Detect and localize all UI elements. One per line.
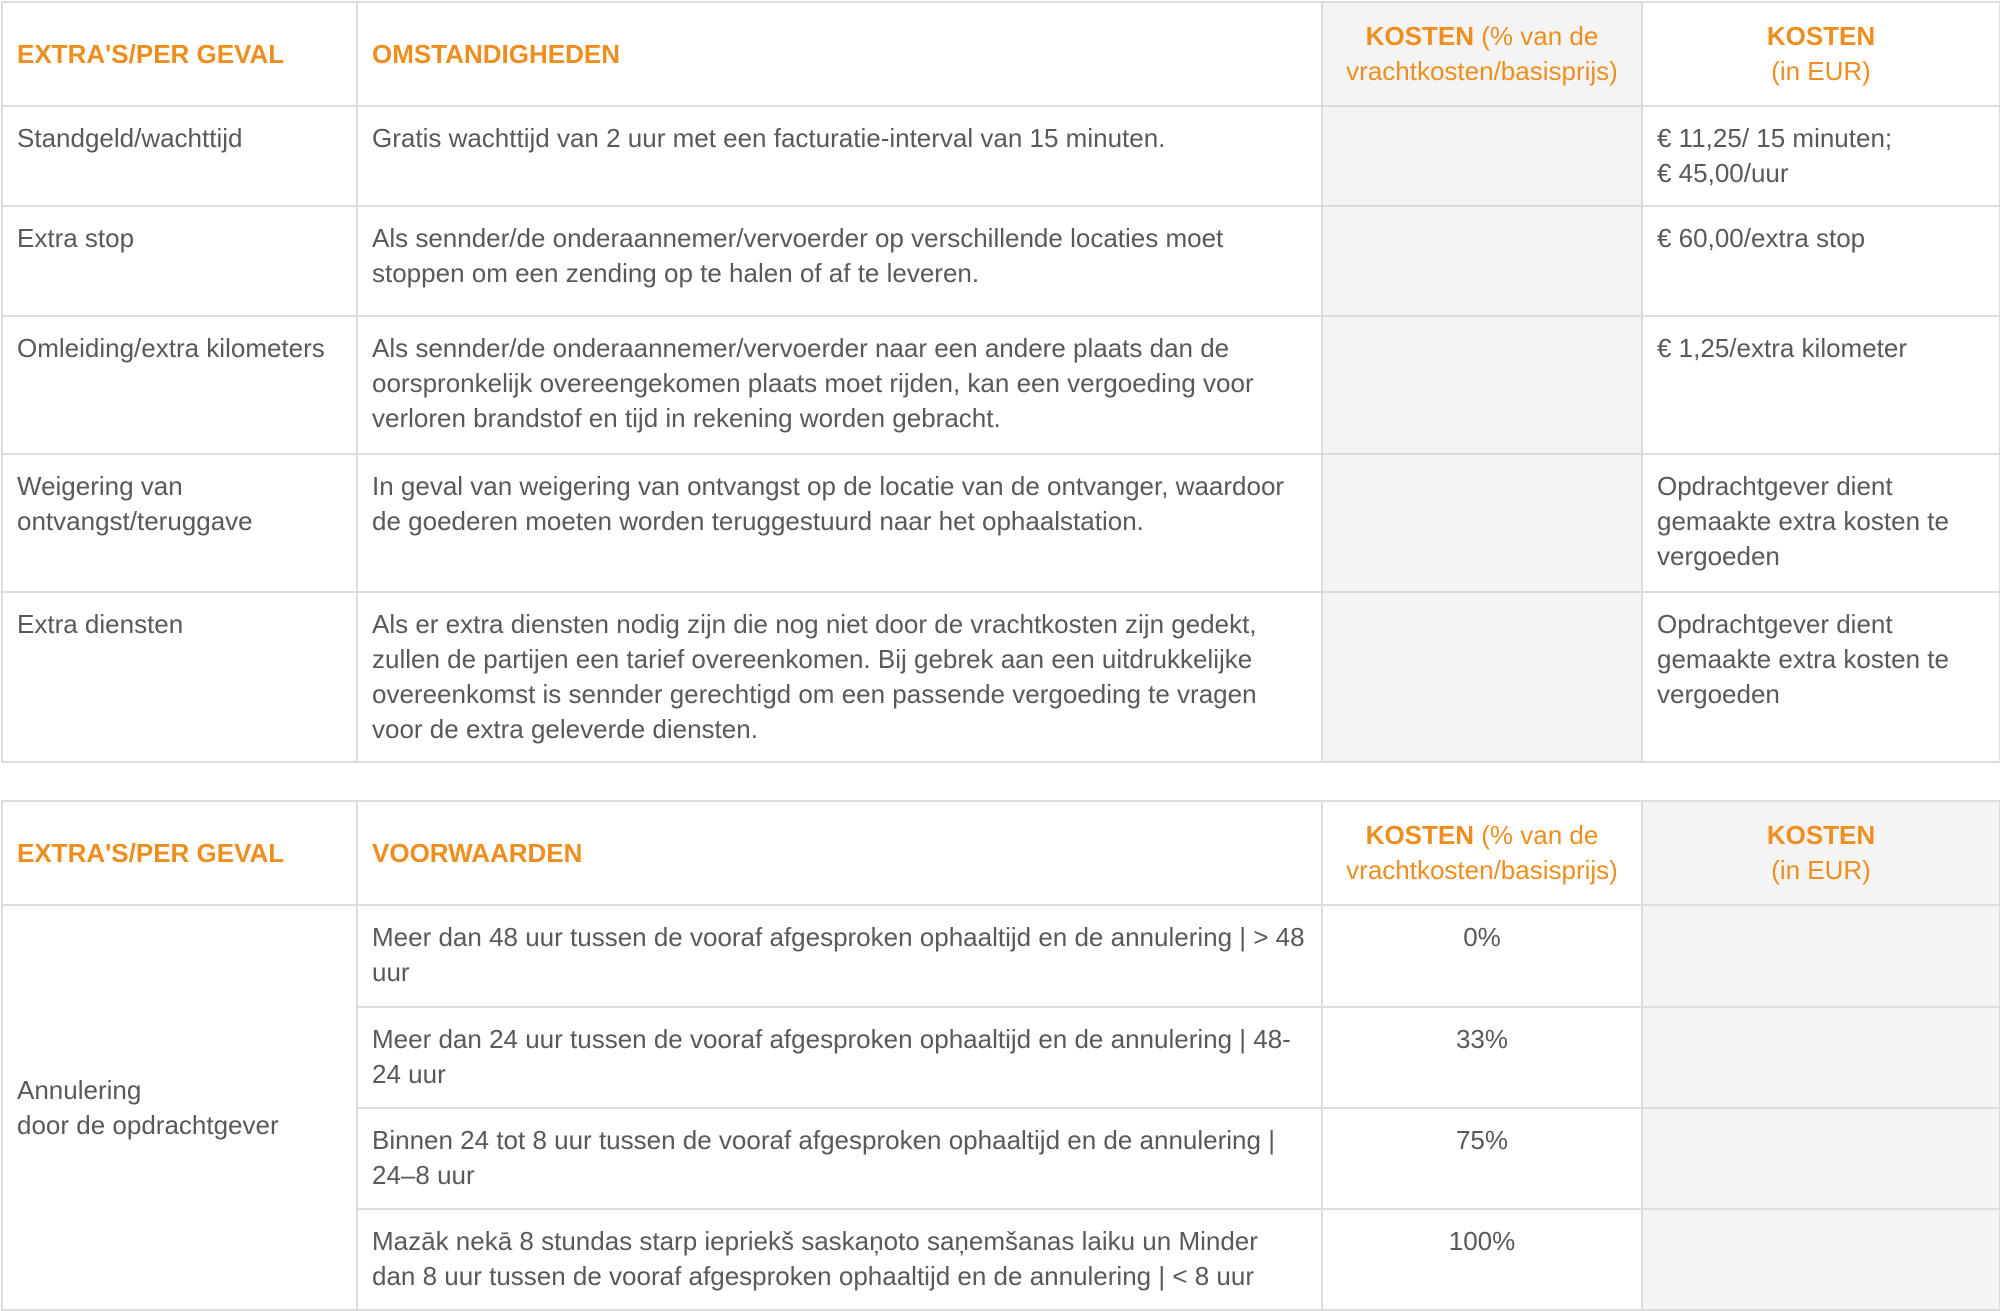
header-cost-percent xyxy=(1322,801,1642,905)
cell-cost-eur xyxy=(1642,1007,2000,1108)
cell-cost-percent xyxy=(1322,454,1642,592)
cell-cost-eur xyxy=(1642,206,2000,316)
cell-condition: Mazāk nekā 8 stundas starp iepriekš saskaņoto saņemšanas laiku un Minder dan 8 uur tussen de vooraf afgesproken ophaaltijd en de annulering | < 8 uur xyxy=(357,1209,1322,1310)
table-header-row xyxy=(2,801,2000,905)
cell-cost-eur-line-b: € 45,00/uur xyxy=(1657,158,1789,188)
header-cost-percent-note-a: (% van de xyxy=(1474,21,1599,51)
cell-cost-percent xyxy=(1322,592,1642,762)
header-cost-percent-note-b: vrachtkosten/basisprijs) xyxy=(1346,56,1618,86)
table-row xyxy=(2,316,2000,454)
cell-cost-percent: 33% xyxy=(1322,1007,1642,1108)
cell-cost-percent: 75% xyxy=(1322,1108,1642,1209)
cell-cost-percent: 0% xyxy=(1322,905,1642,1007)
cell-circumstances: Gratis wachttijd van 2 uur met een facturatie-interval van 15 minuten. xyxy=(357,106,1322,206)
cell-condition: Meer dan 48 uur tussen de vooraf afgesproken ophaaltijd en de annulering | > 48 uur xyxy=(357,905,1322,1007)
cell-cost-eur xyxy=(1642,106,2000,206)
header-cost-percent-bold: KOSTEN xyxy=(1365,21,1475,51)
cell-condition: Meer dan 24 uur tussen de vooraf afgesproken ophaaltijd en de annulering | 48-24 uur xyxy=(357,1007,1322,1108)
cell-extra-line-a: Weigering van xyxy=(17,471,183,501)
table-row xyxy=(2,592,2000,762)
cell-cost-eur xyxy=(1642,905,2000,1007)
cell-circumstances: Als sennder/de onderaannemer/vervoerder naar een andere plaats dan de oorspronkelijk overeengekomen plaats moet rijden, kan een vergoeding voor verloren brandstof en tijd in rekening worden gebracht. xyxy=(357,316,1322,454)
cancellation-costs-table xyxy=(1,800,2000,1311)
cell-circumstances: In geval van weigering van ontvangst op de locatie van de ontvanger, waardoor de goederen moeten worden teruggestuurd naar het ophaalstation. xyxy=(357,454,1322,592)
cell-cost-percent xyxy=(1322,206,1642,316)
table-row xyxy=(2,206,2000,316)
table-row xyxy=(2,454,2000,592)
header-cost-eur-bold: KOSTEN xyxy=(1766,21,1876,51)
header-cost-percent xyxy=(1322,2,1642,106)
cell-cost-eur xyxy=(1642,1108,2000,1209)
cell-extra: Extra stop xyxy=(2,206,357,316)
header-cost-percent-note-b: vrachtkosten/basisprijs) xyxy=(1346,855,1618,885)
table-row xyxy=(2,905,2000,1007)
header-extras: EXTRA'S/PER GEVAL xyxy=(2,2,357,106)
cell-extra-cancellation xyxy=(2,905,357,1310)
cell-condition: Binnen 24 tot 8 uur tussen de vooraf afgesproken ophaaltijd en de annulering | 24–8 uur xyxy=(357,1108,1322,1209)
table-header-row xyxy=(2,2,2000,106)
header-cost-eur-bold: KOSTEN xyxy=(1766,820,1876,850)
cell-cost-percent xyxy=(1322,106,1642,206)
header-cost-percent-note-a: (% van de xyxy=(1474,820,1599,850)
cell-extra: Omleiding/extra kilometers xyxy=(2,316,357,454)
header-cost-percent-bold: KOSTEN xyxy=(1365,820,1475,850)
cell-extra-line-b: ontvangst/teruggave xyxy=(17,506,253,536)
cell-cost-eur: Opdrachtgever dient gemaakte extra kosten te vergoeden xyxy=(1642,454,2000,592)
cell-cost-percent xyxy=(1322,316,1642,454)
cell-extra: Standgeld/wachttijd xyxy=(2,106,357,206)
cell-cost-eur-line-a: € 60,00/extra stop xyxy=(1657,223,1866,253)
cell-cost-percent: 100% xyxy=(1322,1209,1642,1310)
header-cost-eur-note: (in EUR) xyxy=(1771,855,1871,885)
header-cost-eur-note: (in EUR) xyxy=(1771,56,1871,86)
cell-circumstances: Als er extra diensten nodig zijn die nog niet door de vrachtkosten zijn gedekt, zullen de partijen een tarief overeenkomen. Bij gebrek aan een uitdrukkelijke overeenkomst is sennder gerechtigd om een passende vergoeding te vragen voor de extra geleverde diensten. xyxy=(357,592,1322,762)
header-cost-eur xyxy=(1642,801,2000,905)
header-circumstances: OMSTANDIGHEDEN xyxy=(357,2,1322,106)
cell-cost-eur xyxy=(1642,316,2000,454)
header-conditions: VOORWAARDEN xyxy=(357,801,1322,905)
cell-extra-line-b: door de opdrachtgever xyxy=(17,1109,279,1140)
cell-extra: Extra diensten xyxy=(2,592,357,762)
cell-cost-eur-line-a: € 1,25/extra kilometer xyxy=(1657,333,1908,363)
cell-extra xyxy=(2,454,357,592)
extra-costs-table xyxy=(1,1,2000,763)
cell-circumstances: Als sennder/de onderaannemer/vervoerder op verschillende locaties moet stoppen om een zending op te halen of af te leveren. xyxy=(357,206,1322,316)
header-cost-eur xyxy=(1642,2,2000,106)
table-row xyxy=(2,106,2000,206)
header-extras: EXTRA'S/PER GEVAL xyxy=(2,801,357,905)
cell-cost-eur: Opdrachtgever dient gemaakte extra kosten te vergoeden xyxy=(1642,592,2000,762)
cell-cost-eur-line-a: € 11,25/ 15 minuten; xyxy=(1657,123,1893,153)
cell-cost-eur xyxy=(1642,1209,2000,1310)
cell-extra-line-a: Annulering xyxy=(17,1074,142,1105)
